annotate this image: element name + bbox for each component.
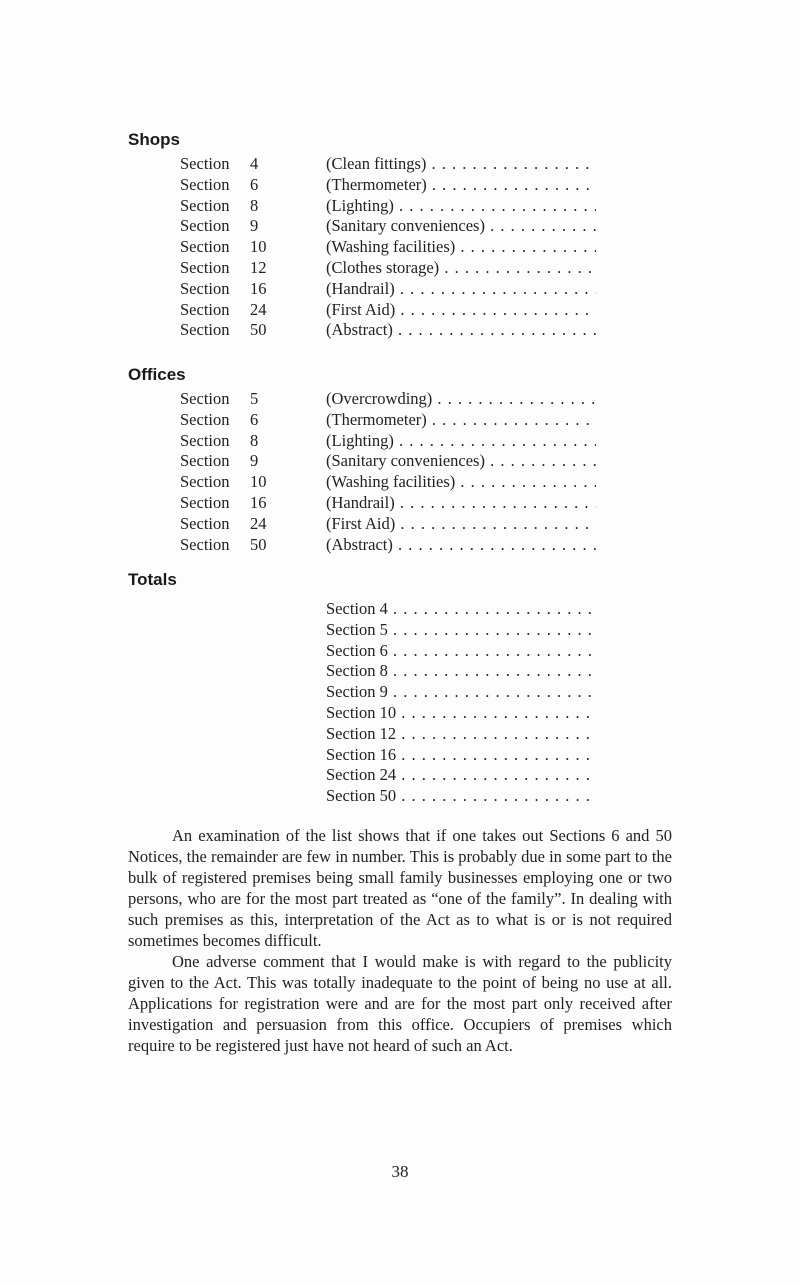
section-number: 8 [250, 195, 259, 215]
offices-heading: Offices [128, 365, 186, 384]
section-description: (Abstract) . . . [326, 320, 596, 341]
section-label: Section [180, 278, 230, 298]
section-description: (Sanitary conveniences) . . . [326, 216, 596, 237]
section-description: (Thermometer) . . . [326, 410, 596, 431]
section-label: Section [180, 409, 230, 429]
section-number: 9 [250, 216, 259, 236]
section-label: Section [180, 534, 230, 554]
section-number: 16 [250, 492, 267, 512]
total-section-label: Section 12 . . . [326, 724, 596, 745]
section-number: 5 [250, 389, 259, 408]
section-number: 12 [250, 257, 267, 277]
section-description: (Handrail) . . . [326, 279, 596, 300]
section-description: (Washing facilities) . . . [326, 472, 596, 493]
section-description: (Overcrowding) . . . [326, 389, 596, 410]
total-section-label: Section 10 . . . [326, 703, 596, 724]
paragraph-2: One adverse comment that I would make is with regard to the publicity given to the Act. This was totally inadequate to the point of being no use at all. Applications for registration were and are for the most part only received after investigation and persuasion from this office. Occupiers of premises which require to be registered just have not heard of such an Act. [128, 952, 672, 1055]
section-number: 24 [250, 513, 267, 533]
total-section-label: Section 6 . . . [326, 641, 596, 662]
section-description: (Handrail) . . . [326, 493, 596, 514]
section-number: 4 [250, 154, 259, 173]
total-section-label: Section 50 . . . [326, 786, 596, 807]
section-number: 10 [250, 237, 267, 257]
total-section-label: Section 16 . . . [326, 745, 596, 766]
section-label: Section [180, 299, 230, 319]
section-description: (Thermometer) . . . [326, 175, 596, 196]
section-label: Section [180, 472, 230, 492]
section-label: Section [180, 174, 230, 194]
paragraph-1: An examination of the list shows that if one takes out Sections 6 and 50 Notices, the remainder are few in number. This is probably due in some part to the bulk of registered premises being small family businesses employing one or two persons, who are for the most part treated as “one of the family”. In dealing with such premises as this, interpretation of the Act as to what is or is not required sometimes becomes difficult. [128, 826, 672, 950]
section-number: 50 [250, 320, 267, 340]
section-description: (Washing facilities) . . . [326, 237, 596, 258]
total-section-label: Section 5 . . . [326, 620, 596, 641]
section-description: (Lighting) . . . [326, 431, 596, 452]
section-number: 8 [250, 430, 259, 450]
section-number: 6 [250, 174, 259, 194]
section-description: (Sanitary conveniences) . . . [326, 451, 596, 472]
section-label: Section [180, 237, 230, 257]
section-number: 6 [250, 409, 259, 429]
section-number: 50 [250, 534, 267, 554]
section-description: (Clothes storage) . . . [326, 258, 596, 279]
body-text [128, 825, 672, 1056]
total-section-label: Section 24 . . . [326, 765, 596, 786]
section-description: (First Aid) . . . [326, 514, 596, 535]
page-number: 38 [391, 1162, 409, 1181]
section-label: Section [180, 513, 230, 533]
section-label: Section [180, 154, 230, 173]
totals-heading: Totals [128, 570, 177, 589]
section-label: Section [180, 257, 230, 277]
section-label: Section [180, 430, 230, 450]
shops-heading: Shops [128, 130, 180, 149]
section-number: 24 [250, 299, 267, 319]
total-section-label: Section 9 . . . [326, 682, 596, 703]
section-label: Section [180, 216, 230, 236]
total-section-label: Section 4 . . . [326, 599, 596, 620]
section-label: Section [180, 195, 230, 215]
section-number: 16 [250, 278, 267, 298]
section-number: 10 [250, 472, 267, 492]
section-description: (Abstract) . . . [326, 535, 596, 556]
section-description: (First Aid) . . . [326, 300, 596, 321]
section-description: (Clean fittings) . . . [326, 154, 596, 175]
section-label: Section [180, 451, 230, 471]
total-section-label: Section 8 . . . [326, 661, 596, 682]
section-label: Section [180, 389, 230, 408]
section-number: 9 [250, 451, 259, 471]
section-label: Section [180, 492, 230, 512]
section-description: (Lighting) . . . [326, 196, 596, 217]
section-label: Section [180, 320, 230, 340]
